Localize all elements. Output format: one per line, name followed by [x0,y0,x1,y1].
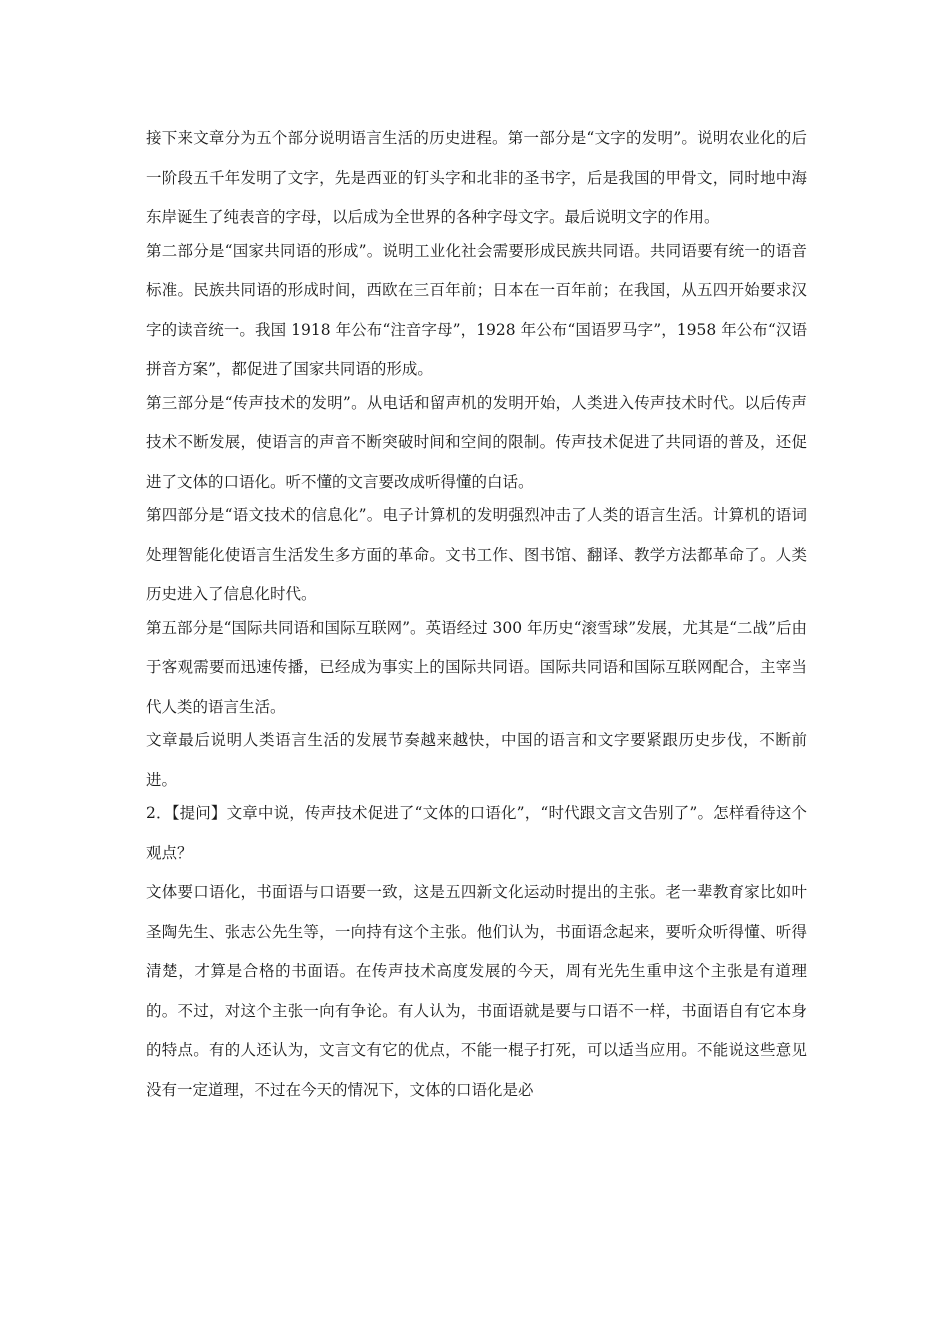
paragraph-part-one: 接下来文章分为五个部分说明语言生活的历史进程。第一部分是“文字的发明”。说明农业化的后一阶段五千年发明了文字，先是西亚的钉头字和北非的圣书字，后是我国的甲骨文，同时地中海东岸诞生了纯表音的字母，以后成为全世界的各种字母文字。最后说明文字的作用。 [146,129,807,226]
paragraph-part-four: 第四部分是“语文技术的信息化”。电子计算机的发明强烈冲击了人类的语言生活。计算机的语词处理智能化使语言生活发生多方面的革命。文书工作、图书馆、翻译、教学方法都革命了。人类历史进入了信息化时代。 [146,506,807,603]
paragraph-conclusion: 文章最后说明人类语言生活的发展节奏越来越快，中国的语言和文字要紧跟历史步伐，不断前进。 [146,731,807,789]
answer-2: 文体要口语化，书面语与口语要一致，这是五四新文化运动时提出的主张。老一辈教育家比如叶圣陶先生、张志公先生等，一向持有这个主张。他们认为，书面语念起来，要听众听得懂、听得清楚，才算是合格的书面语。在传声技术高度发展的今天，周有光先生重申这个主张是有道理的。不过，对这个主张一向有争论。有人认为，书面语就是要与口语不一样，书面语自有它本身的特点。有的人还认为，文言文有它的优点，不能一棍子打死，可以适当应用。不能说这些意见没有一定道理，不过在今天的情况下，文体的口语化是必 [146,883,807,1099]
document-body [146,119,807,1110]
question-2: 2．【提问】文章中说，传声技术促进了“文体的口语化”，“时代跟文言文告别了”。怎样看待这个观点？ [146,804,807,862]
paragraph-part-three: 第三部分是“传声技术的发明”。从电话和留声机的发明开始，人类进入传声技术时代。以后传声技术不断发展，使语言的声音不断突破时间和空间的限制。传声技术促进了共同语的普及，还促进了文体的口语化。听不懂的文言要改成听得懂的白话。 [146,393,807,491]
paragraph-part-five: 第五部分是“国际共同语和国际互联网”。英语经过 300 年历史“滚雪球”发展，尤其是“二战”后由于客观需要而迅速传播，已经成为事实上的国际共同语。国际共同语和国际互联网配合，主宰当代人类的语言生活。 [146,618,807,716]
paragraph-part-two: 第二部分是“国家共同语的形成”。说明工业化社会需要形成民族共同语。共同语要有统一的语音标准。民族共同语的形成时间，西欧在三百年前；日本在一百年前；在我国，从五四开始要求汉字的读音统一。我国 1918 年公布“注音字母”，1928 年公布“国语罗马字”，1958 年公布“汉语拼音方案”，都促进了国家共同语的形成。 [146,241,807,378]
